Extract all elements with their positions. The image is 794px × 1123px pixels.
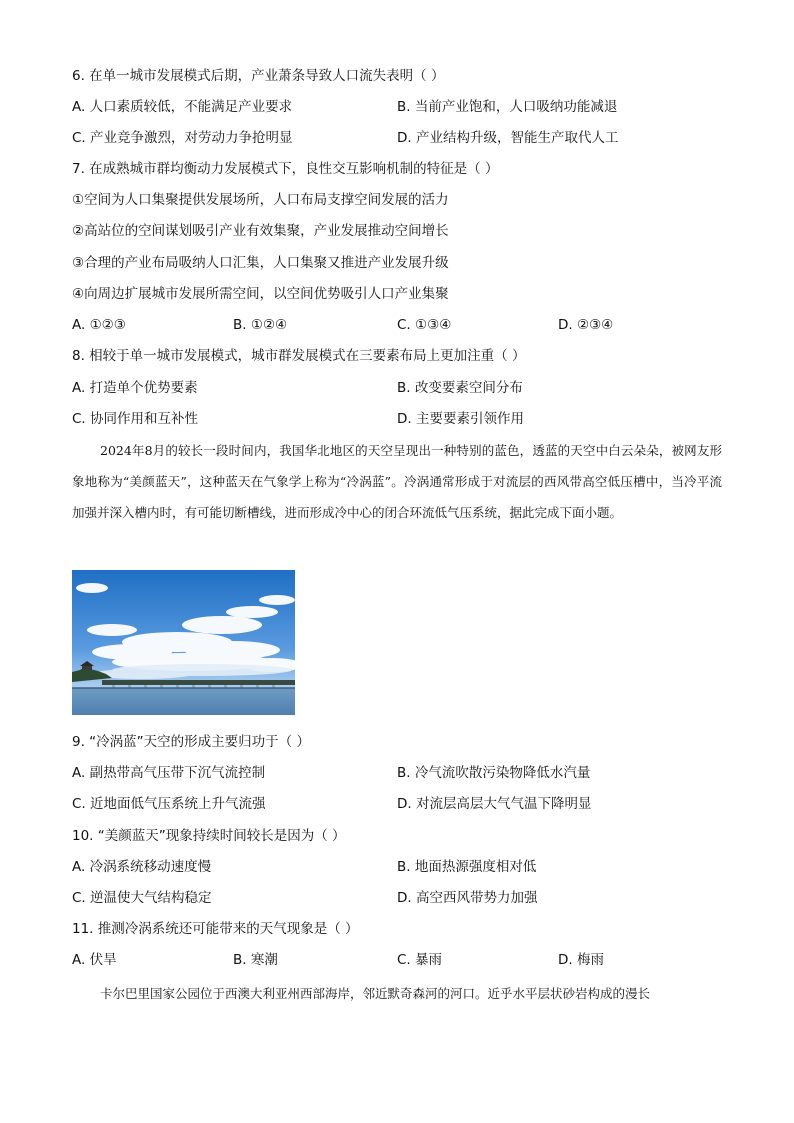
- q6-option-d: D. 产业结构升级，智能生产取代人工: [397, 130, 619, 146]
- q8-option-a: A. 打造单个优势要素: [72, 380, 198, 396]
- q9-stem: 9. “冷涡蓝”天空的形成主要归功于（ ）: [72, 734, 310, 750]
- q11-option-a: A. 伏旱: [72, 952, 117, 968]
- q9-option-c: C. 近地面低气压系统上升气流强: [72, 796, 266, 812]
- q7-item-2: ②高站位的空间谋划吸引产业有效集聚，产业发展推动空间增长: [72, 223, 449, 239]
- q11-option-b: B. 寒潮: [233, 952, 278, 968]
- q10-option-d: D. 高空西风带势力加强: [397, 890, 538, 906]
- q7-item-1: ①空间为人口集聚提供发展场所，人口布局支撑空间发展的活力: [72, 192, 449, 208]
- passage-kalbarri: [72, 978, 722, 1009]
- q7-item-4: ④向周边扩展城市发展所需空间，以空间优势吸引人口产业集聚: [72, 286, 449, 302]
- passage-cold-vortex: [72, 435, 722, 528]
- q9-option-a: A. 副热带高气压带下沉气流控制: [72, 765, 266, 781]
- q7-item-3: ③合理的产业布局吸纳人口汇集，人口集聚又推进产业发展升级: [72, 255, 449, 271]
- q7-stem: 7. 在成熟城市群均衡动力发展模式下，良性交互影响机制的特征是（ ）: [72, 161, 499, 177]
- q8-option-c: C. 协同作用和互补性: [72, 411, 199, 427]
- q9-option-d: D. 对流层高层大气气温下降明显: [397, 796, 592, 812]
- q7-option-a: A. ①②③: [72, 317, 126, 333]
- q6-stem: 6. 在单一城市发展模式后期，产业萧条导致人口流失表明（ ）: [72, 68, 445, 84]
- q6-option-c: C. 产业竞争激烈，对劳动力争抢明显: [72, 130, 293, 146]
- q8-option-d: D. 主要要素引领作用: [397, 411, 524, 427]
- sky-photo: [72, 570, 295, 715]
- q8-option-b: B. 改变要素空间分布: [397, 380, 523, 396]
- sky-photo-image: [72, 570, 295, 715]
- q11-stem: 11. 推测冷涡系统还可能带来的天气现象是（ ）: [72, 921, 359, 937]
- q10-option-a: A. 冷涡系统移动速度慢: [72, 859, 212, 875]
- q7-option-c: C. ①③④: [397, 317, 452, 333]
- q10-option-b: B. 地面热源强度相对低: [397, 859, 537, 875]
- passage-kalbarri-text: 卡尔巴里国家公园位于西澳大利亚州西部海岸，邻近默奇森河的河口。近乎水平层状砂岩构成的漫长: [100, 986, 651, 1001]
- q7-option-b: B. ①②④: [233, 317, 288, 333]
- q7-option-d: D. ②③④: [558, 317, 614, 333]
- q6-option-b: B. 当前产业饱和，人口吸纳功能减退: [397, 99, 618, 115]
- q11-option-c: C. 暴雨: [397, 952, 443, 968]
- q8-stem: 8. 相较于单一城市发展模式，城市群发展模式在三要素布局上更加注重（ ）: [72, 348, 526, 364]
- passage-cold-vortex-text: 2024年8月的较长一段时间内，我国华北地区的天空呈现出一种特别的蓝色，透蓝的天空中白云朵朵，被网友形象地称为“美颜蓝天”，这种蓝天在气象学上称为“冷涡蓝”。冷涡通常形成于对流层的西风带高空低压槽中，当冷平流加强并深入槽内时，有可能切断槽线，进而形成冷中心的闭合环流低气压系统，据此完成下面小题。: [72, 443, 722, 520]
- q6-option-a: A. 人口素质较低，不能满足产业要求: [72, 99, 293, 115]
- q9-option-b: B. 冷气流吹散污染物降低水汽量: [397, 765, 591, 781]
- q10-stem: 10. “美颜蓝天”现象持续时间较长是因为（ ）: [72, 828, 346, 844]
- q11-option-d: D. 梅雨: [558, 952, 604, 968]
- q10-option-c: C. 逆温使大气结构稳定: [72, 890, 212, 906]
